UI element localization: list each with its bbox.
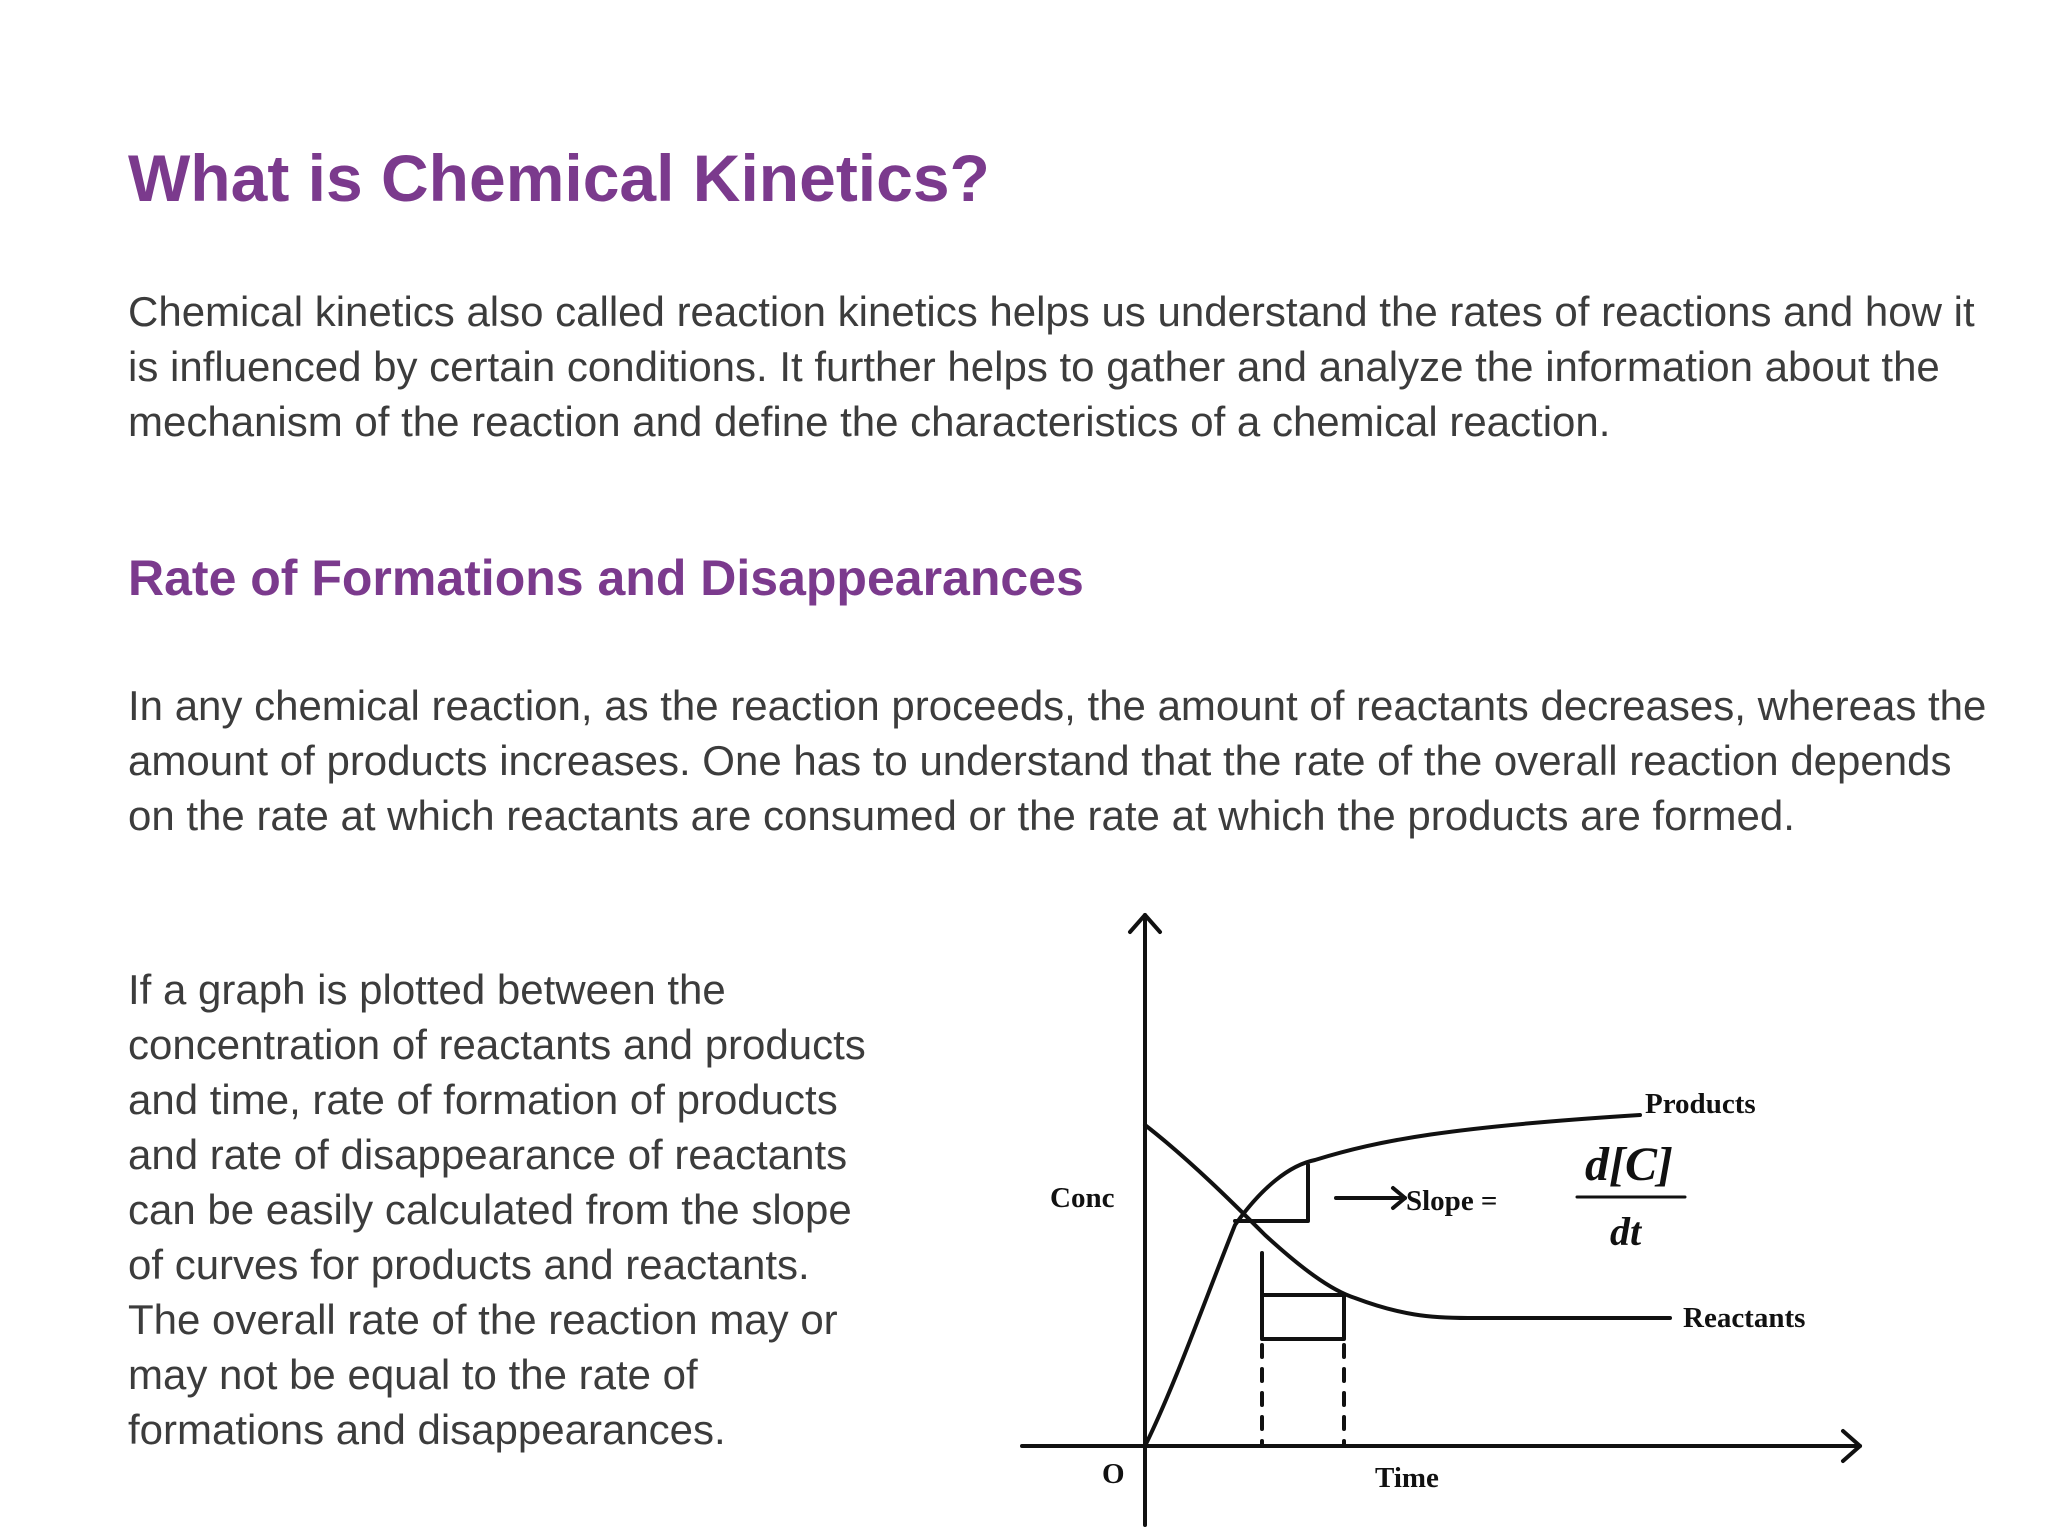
- x-axis-label: Time: [1375, 1462, 1439, 1494]
- graph-paragraph: If a graph is plotted between the concentration of reactants and products and time, rate of formation of products and rate of disappearance of reactants can be easily calculated from the slope of curves for products and reactants. The overall rate of the reaction may or may not be equal to the rate of formations and disappearances.: [128, 966, 866, 1453]
- rate-paragraph: In any chemical reaction, as the reaction proceeds, the amount of reactants decreases, whereas the amount of products increases. One has to understand that the rate of the overall reaction depends on the rate at which reactants are consumed or the rate at which the products are formed.: [128, 682, 1987, 839]
- intro-paragraph: Chemical kinetics also called reaction kinetics helps us understand the rates of reactions and how it is influenced by certain conditions. It further helps to gather and analyze the information about the mechanism of the reaction and define the characteristics of a chemical reaction.: [128, 288, 1975, 445]
- products-curve: [1145, 1115, 1640, 1446]
- slope-numerator: d[C]: [1585, 1138, 1673, 1191]
- y-axis-label: Conc: [1050, 1182, 1115, 1214]
- origin-label: O: [1102, 1458, 1125, 1490]
- products-label: Products: [1645, 1088, 1756, 1120]
- section-heading: Rate of Formations and Disappearances: [128, 550, 1084, 606]
- concentration-time-diagram: [1000, 905, 1900, 1536]
- page-title: What is Chemical Kinetics?: [128, 141, 990, 215]
- reactants-label: Reactants: [1683, 1302, 1806, 1334]
- slope-label: Slope =: [1406, 1185, 1498, 1217]
- reactants-slope-rectangle: [1262, 1295, 1344, 1339]
- slope-denominator: dt: [1610, 1209, 1642, 1254]
